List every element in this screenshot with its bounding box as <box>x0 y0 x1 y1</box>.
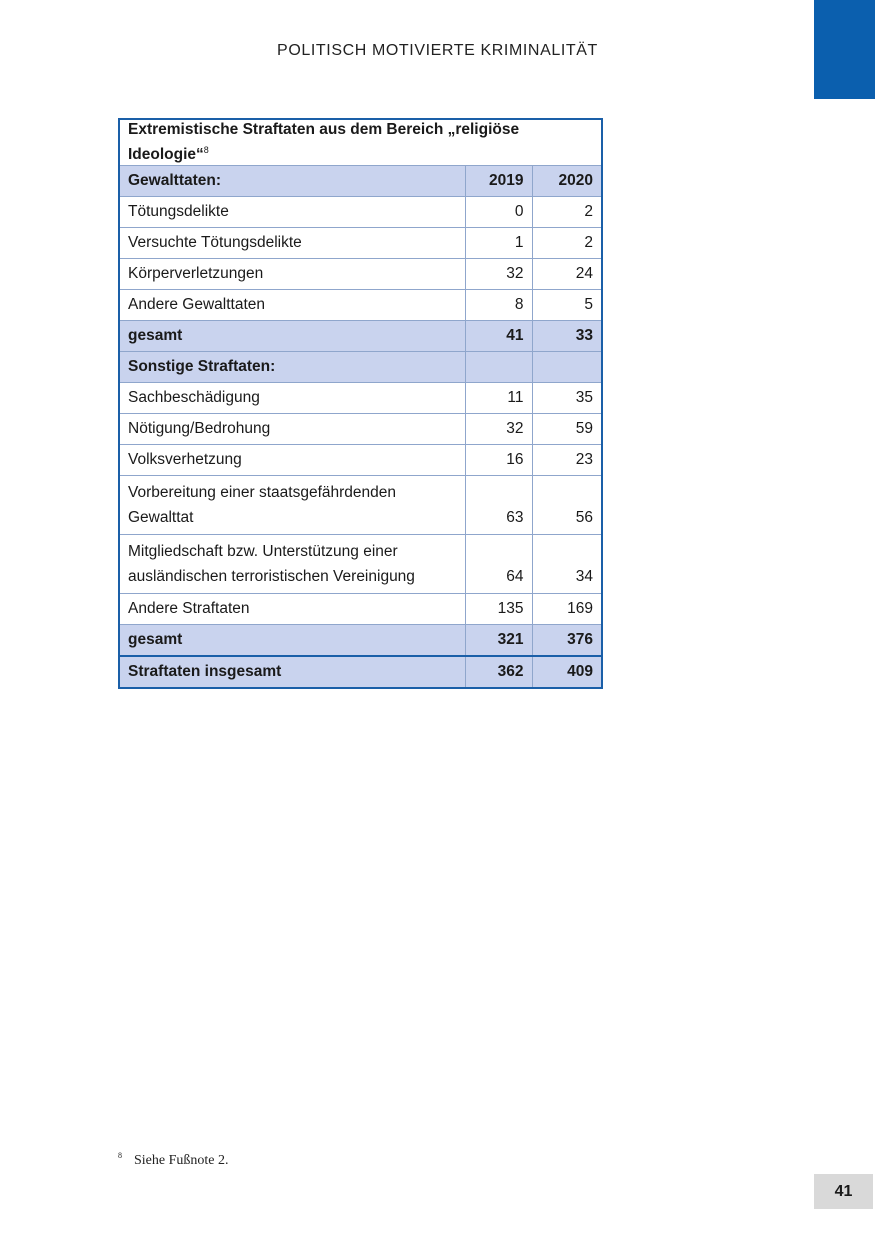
table-title <box>119 119 602 166</box>
subtotal-label: gesamt <box>119 625 465 657</box>
row-value-2020: 23 <box>532 445 602 476</box>
row-value-2019: 11 <box>465 383 532 414</box>
table-row <box>119 535 602 594</box>
row-label: Nötigung/Bedrohung <box>119 414 465 445</box>
running-header <box>0 42 875 60</box>
violent-offences-heading: Gewalttaten: <box>119 166 465 197</box>
row-label: Volksverhetzung <box>119 445 465 476</box>
row-value-2019: 64 <box>465 535 532 594</box>
row-value-2019: 8 <box>465 290 532 321</box>
empty-cell <box>465 352 532 383</box>
row-value-2020: 35 <box>532 383 602 414</box>
running-header-title: POLITISCH MOTIVIERTE KRIMINALITÄT <box>277 42 598 59</box>
year-2020-heading: 2020 <box>532 166 602 197</box>
row-label: Tötungsdelikte <box>119 197 465 228</box>
row-label-line: ausländischen terroristischen Vereinigung <box>128 568 415 586</box>
row-label: Versuchte Tötungsdelikte <box>119 228 465 259</box>
violent-offences-header-row <box>119 166 602 197</box>
row-label <box>119 476 465 535</box>
row-value-2019: 16 <box>465 445 532 476</box>
grand-total-label: Straftaten insgesamt <box>119 656 465 688</box>
other-offences-total-row <box>119 625 602 657</box>
row-value-2019: 32 <box>465 259 532 290</box>
subtotal-2019: 41 <box>465 321 532 352</box>
statistics-table-wrapper <box>118 118 601 689</box>
row-label-line: Gewalttat <box>128 509 194 527</box>
other-offences-header-row <box>119 352 602 383</box>
table-row <box>119 383 602 414</box>
footnote <box>118 1153 229 1169</box>
grand-total-row <box>119 656 602 688</box>
table-row <box>119 228 602 259</box>
row-value-2020: 2 <box>532 197 602 228</box>
row-value-2019: 63 <box>465 476 532 535</box>
row-label: Andere Straftaten <box>119 594 465 625</box>
row-value-2020: 24 <box>532 259 602 290</box>
row-label: Körperverletzungen <box>119 259 465 290</box>
table-title-text: Extremistische Straftaten aus dem Bereich „religiöse Ideologie“ <box>128 121 520 164</box>
grand-total-2020: 409 <box>532 656 602 688</box>
row-value-2020: 2 <box>532 228 602 259</box>
page-number <box>814 1174 873 1209</box>
row-value-2020: 5 <box>532 290 602 321</box>
row-label-line: Mitgliedschaft bzw. Unterstützung einer <box>128 543 398 561</box>
table-row <box>119 259 602 290</box>
footnote-text: Siehe Fußnote 2. <box>134 1153 229 1168</box>
table-title-row <box>119 119 602 166</box>
subtotal-2020: 376 <box>532 625 602 657</box>
table-title-footnote-ref: 8 <box>203 145 209 155</box>
table-row <box>119 290 602 321</box>
table-row <box>119 414 602 445</box>
row-value-2020: 34 <box>532 535 602 594</box>
row-label <box>119 535 465 594</box>
row-label: Andere Gewalttaten <box>119 290 465 321</box>
extremist-offences-table <box>118 118 603 689</box>
row-value-2020: 56 <box>532 476 602 535</box>
row-value-2019: 0 <box>465 197 532 228</box>
row-label: Sachbeschädigung <box>119 383 465 414</box>
row-value-2020: 59 <box>532 414 602 445</box>
grand-total-2019: 362 <box>465 656 532 688</box>
subtotal-label: gesamt <box>119 321 465 352</box>
subtotal-2020: 33 <box>532 321 602 352</box>
table-row <box>119 476 602 535</box>
empty-cell <box>532 352 602 383</box>
other-offences-heading: Sonstige Straftaten: <box>119 352 465 383</box>
table-row <box>119 197 602 228</box>
row-value-2020: 169 <box>532 594 602 625</box>
subtotal-2019: 321 <box>465 625 532 657</box>
table-row <box>119 445 602 476</box>
table-row <box>119 594 602 625</box>
violent-offences-total-row <box>119 321 602 352</box>
year-2019-heading: 2019 <box>465 166 532 197</box>
footnote-mark: 8 <box>118 1151 122 1160</box>
page-number-text: 41 <box>834 1182 853 1200</box>
row-value-2019: 135 <box>465 594 532 625</box>
row-label-line: Vorbereitung einer staatsgefährdenden <box>128 484 397 502</box>
row-value-2019: 1 <box>465 228 532 259</box>
row-value-2019: 32 <box>465 414 532 445</box>
